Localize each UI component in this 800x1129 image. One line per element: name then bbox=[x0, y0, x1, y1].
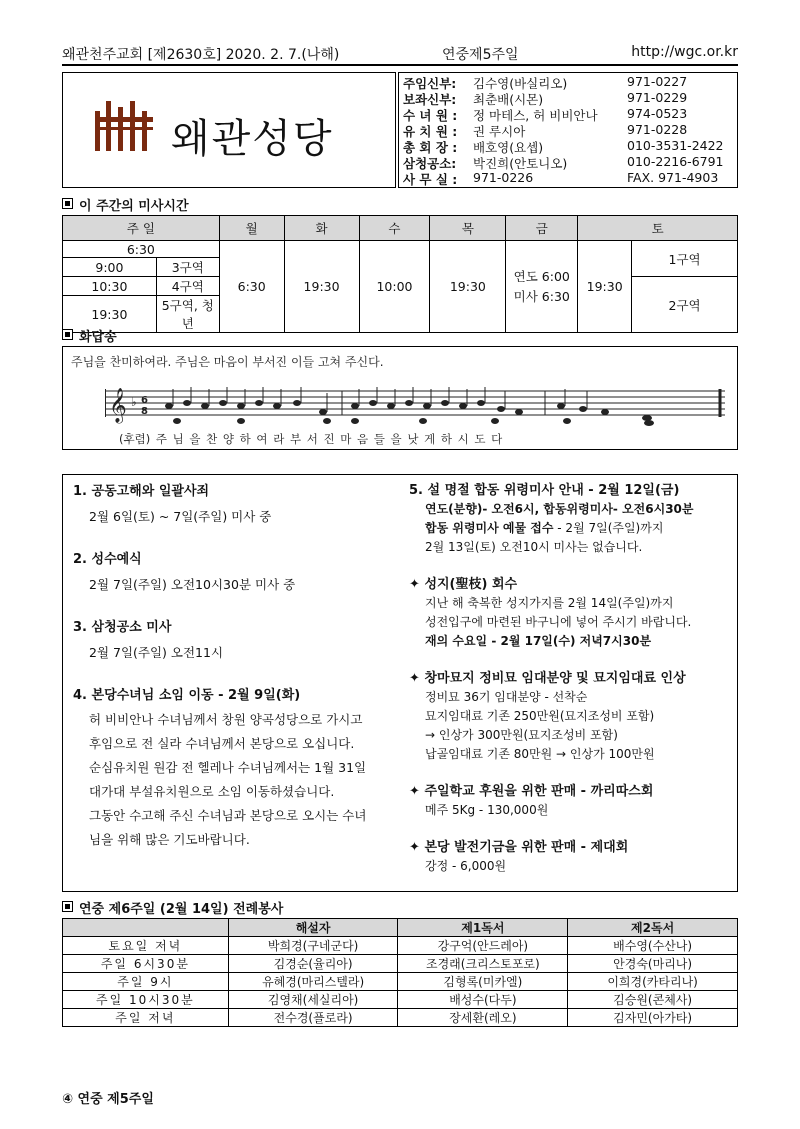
church-name-logo: 왜관성당 bbox=[171, 116, 334, 162]
sunday-zone: 3구역 bbox=[156, 258, 219, 277]
notice-title: ✦ 성지(聖枝) 회수 bbox=[409, 577, 518, 592]
notice-body: 허 비비안나 수녀님께서 창원 양곡성당으로 가시고 후임으로 전 실라 수녀님께서 본당으로 오십니다. 순심유치원 원감 전 헬레나 수녀님께서는 1월 31일 대가대 부설유치원으로 소임 이동하셨습니다. 그동안 수고해 주신 수녀님과 본당으로 오시는 수녀 님을 위해 많은 기도바랍니다. bbox=[89, 712, 367, 847]
table-row: 주일 6시30분 김경순(율리아) 조경래(크리스토포로) 안경숙(마리나) bbox=[63, 955, 738, 973]
header-saturday: 토 bbox=[578, 216, 738, 241]
notice-body: 정비묘 36기 임대분양 - 선착순 bbox=[425, 690, 588, 704]
sunday-time: 19:30 bbox=[63, 296, 157, 333]
staff-directory bbox=[398, 72, 738, 188]
notice-body: → 인상가 300만원(묘지조성비 포함) bbox=[425, 728, 618, 742]
service-header bbox=[63, 919, 229, 937]
bulletin-header bbox=[62, 44, 738, 66]
psalm-box bbox=[62, 346, 738, 450]
notice-body: 2월 6일(토) ~ 7일(주일) 미사 중 bbox=[89, 509, 272, 524]
friday-time: 연도 6:00 미사 6:30 bbox=[506, 241, 578, 333]
notice-body: 합동 위령미사 예물 접수 - 2월 7일(주일)까지 bbox=[425, 521, 664, 535]
saturday-zone-2: 2구역 bbox=[632, 277, 738, 333]
notice-body: 성전입구에 마련된 바구니에 넣어 주시기 바랍니다. bbox=[425, 615, 692, 629]
header-tuesday: 화 bbox=[284, 216, 359, 241]
notice-body: 지난 해 축복한 성지가지를 2월 14일(주일)까지 bbox=[425, 596, 674, 610]
square-bullet-icon bbox=[62, 329, 73, 340]
saturday-zone-1: 1구역 bbox=[632, 241, 738, 277]
star-bullet-icon: ✦ bbox=[409, 577, 420, 592]
header-wednesday: 수 bbox=[359, 216, 430, 241]
notice-title: ✦ 주일학교 후원을 위한 판매 - 까리따스회 bbox=[409, 784, 654, 799]
notice-body: 재의 수요일 - 2월 17일(수) 저녁7시30분 bbox=[425, 634, 652, 648]
monday-time: 6:30 bbox=[219, 241, 284, 333]
square-bullet-icon bbox=[62, 198, 73, 209]
logo-box bbox=[62, 72, 396, 188]
notice-body: 메주 5Kg - 130,000원 bbox=[425, 803, 549, 817]
header-thursday: 목 bbox=[430, 216, 506, 241]
service-section-title: 연중 제6주일 (2월 14일) 전례봉사 bbox=[62, 898, 283, 917]
header-sunday: 주 일 bbox=[63, 216, 220, 241]
notice-body: 강정 - 6,000원 bbox=[425, 859, 507, 873]
star-bullet-icon: ✦ bbox=[409, 840, 420, 855]
svg-text:♭: ♭ bbox=[131, 395, 137, 409]
page-footer: ④ 연중 제5주일 bbox=[62, 1092, 154, 1107]
sunday-time: 10:30 bbox=[63, 277, 157, 296]
table-row: 토요일 저녁 박희경(구네군다) 강구억(안드레아) 배수영(수산나) bbox=[63, 937, 738, 955]
mass-schedule-table bbox=[62, 215, 738, 333]
mass-section-title: 이 주간의 미사시간 bbox=[62, 195, 189, 214]
staff-row: 보좌신부: 최춘배(시몬) 971-0229 bbox=[403, 90, 688, 107]
square-bullet-icon bbox=[62, 901, 73, 912]
table-row: 주일 저녁 전수경(플로라) 장세환(레오) 김자민(아가타) bbox=[63, 1009, 738, 1027]
sunday-time: 9:00 bbox=[63, 258, 157, 277]
star-bullet-icon: ✦ bbox=[409, 784, 420, 799]
notice-title: ✦ 본당 발전기금을 위한 판매 - 제대회 bbox=[409, 840, 629, 855]
svg-text:6: 6 bbox=[141, 395, 148, 406]
liturgy-service-table bbox=[62, 918, 738, 1027]
thursday-time: 19:30 bbox=[430, 241, 506, 333]
service-header: 제1독서 bbox=[398, 919, 568, 937]
staff-row: 수 녀 원 : 정 마테스, 허 비비안나 974-0523 bbox=[403, 106, 688, 123]
liturgical-week: 연중제5주일 bbox=[442, 47, 519, 63]
music-score-icon bbox=[105, 379, 725, 429]
notice-title: ✦ 창마묘지 정비묘 임대분양 및 묘지임대료 인상 bbox=[409, 671, 686, 686]
table-row: 주일 10시30분 김영채(세실리아) 배성수(다두) 김승원(콘체사) bbox=[63, 991, 738, 1009]
table-row: 주일 9시 유혜경(마리스텔라) 김형록(미카엘) 이희경(카타리나) bbox=[63, 973, 738, 991]
sunday-early: 6:30 bbox=[63, 241, 220, 258]
sunday-zone: 5구역, 청년 bbox=[156, 296, 219, 333]
star-bullet-icon: ✦ bbox=[409, 671, 420, 686]
staff-row: 총 회 장 : 배호영(요셉) 010-3531-2422 bbox=[403, 138, 724, 155]
notice-body: 2월 7일(주일) 오전11시 bbox=[89, 645, 224, 660]
notice-title: 1. 공동고해와 일괄사죄 bbox=[73, 484, 210, 499]
announcements-right bbox=[409, 481, 735, 876]
staff-row: 유 치 원 : 권 루시아 971-0228 bbox=[403, 122, 688, 139]
notice-title: 4. 본당수녀님 소임 이동 - 2월 9일(화) bbox=[73, 688, 301, 703]
website-url[interactable]: http://wgc.or.kr bbox=[631, 44, 738, 60]
psalm-section-title: 화답송 bbox=[62, 326, 117, 345]
notice-body: 납골임대료 기존 80만원 → 인상가 100만원 bbox=[425, 747, 655, 761]
sunday-zone: 4구역 bbox=[156, 277, 219, 296]
psalm-refrain: 주님을 찬미하여라. 주님은 마음이 부서진 이들 고쳐 주신다. bbox=[71, 355, 384, 369]
service-header: 해설자 bbox=[228, 919, 398, 937]
notice-body: 2월 13일(토) 오전10시 미사는 없습니다. bbox=[425, 540, 643, 554]
staff-row: 주임신부: 김수영(바실리오) 971-0227 bbox=[403, 74, 688, 91]
notice-body: 2월 7일(주일) 오전10시30분 미사 중 bbox=[89, 577, 296, 592]
psalm-lyrics: (후렴) 주 님 을 찬 양 하 여 라 부 서 진 마 음 들 을 낫 게 하 시 도 다 bbox=[119, 432, 503, 446]
svg-text:𝄞: 𝄞 bbox=[109, 388, 127, 423]
announcements-box bbox=[62, 474, 738, 892]
service-header: 제2독서 bbox=[568, 919, 738, 937]
wednesday-time: 10:00 bbox=[359, 241, 430, 333]
notice-body: 연도(분향)- 오전6시, 합동위령미사- 오전6시30분 bbox=[425, 502, 694, 516]
notice-title: 5. 설 명절 합동 위령미사 안내 - 2월 12일(금) bbox=[409, 483, 680, 498]
header-friday: 금 bbox=[506, 216, 578, 241]
tuesday-time: 19:30 bbox=[284, 241, 359, 333]
church-logo-icon bbox=[91, 99, 159, 161]
header-monday: 월 bbox=[219, 216, 284, 241]
saturday-time: 19:30 bbox=[578, 241, 632, 333]
issue-info: 왜관천주교회 [제2630호] 2020. 2. 7.(나해) bbox=[62, 47, 340, 63]
staff-row: 사 무 실 : 971-0226 FAX. 971-4903 bbox=[403, 170, 719, 187]
svg-text:8: 8 bbox=[141, 406, 148, 417]
notice-title: 3. 삼청공소 미사 bbox=[73, 620, 172, 635]
notice-title: 2. 성수예식 bbox=[73, 552, 142, 567]
announcements-left bbox=[73, 481, 403, 852]
notice-body: 묘지임대료 기존 250만원(묘지조성비 포함) bbox=[425, 709, 655, 723]
staff-row: 삼청공소: 박진희(안토니오) 010-2216-6791 bbox=[403, 154, 724, 171]
